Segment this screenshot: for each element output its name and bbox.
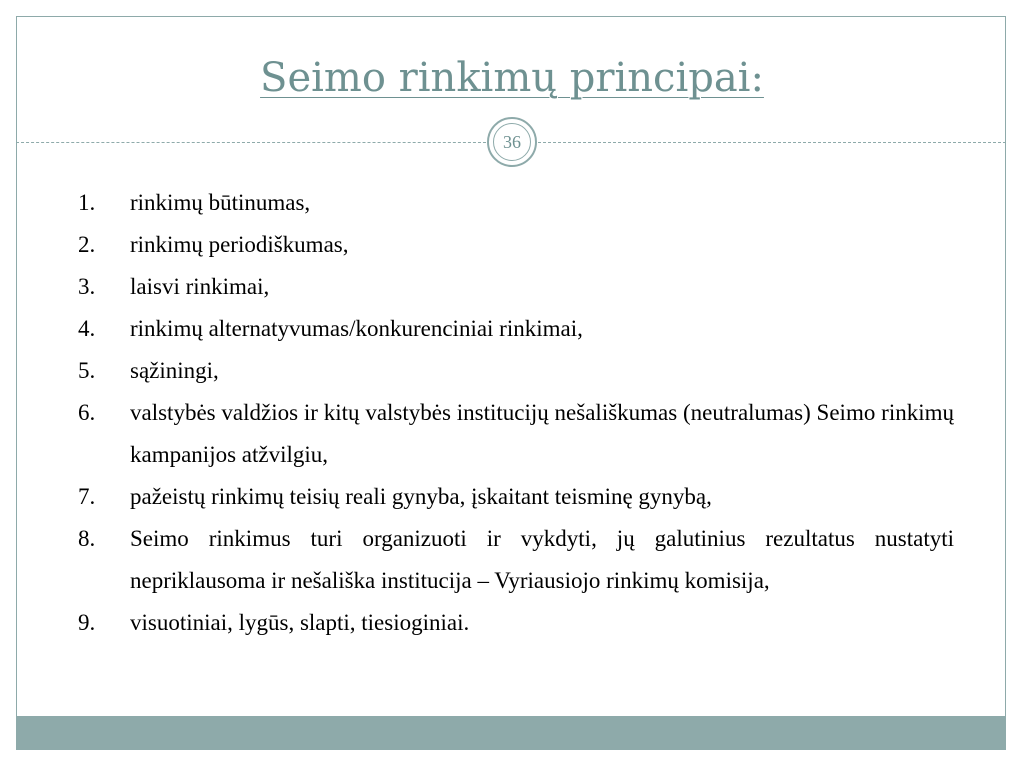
list-item-text: rinkimų alternatyvumas/konkurenciniai rinkimai, xyxy=(130,316,583,341)
list-item-number: 7. xyxy=(78,484,96,509)
list-item-number: 3. xyxy=(78,274,96,299)
list-item-text: valstybės valdžios ir kitų valstybės institucijų nešališkumas (neutralumas) Seimo rinkimų kampanijos atžvilgiu, xyxy=(130,400,954,467)
list-item xyxy=(78,350,954,392)
slide-title: Seimo rinkimų principai: xyxy=(260,55,764,101)
list-item xyxy=(78,476,954,518)
list-item xyxy=(78,518,954,602)
list-item-number: 4. xyxy=(78,316,96,341)
list-item xyxy=(78,602,954,644)
list-item-text: rinkimų būtinumas, xyxy=(130,190,311,215)
list-item-text: laisvi rinkimai, xyxy=(130,274,270,299)
list-item xyxy=(78,224,954,266)
list-item xyxy=(78,308,954,350)
list-item xyxy=(78,266,954,308)
list-item xyxy=(78,182,954,224)
footer-bar xyxy=(16,716,1006,750)
list-item-text: sąžiningi, xyxy=(130,358,219,383)
list-item-text: visuotiniai, lygūs, slapti, tiesioginiai. xyxy=(130,610,470,635)
list-item-number: 5. xyxy=(78,358,96,383)
page-number: 36 xyxy=(493,123,531,161)
list-item-number: 1. xyxy=(78,190,96,215)
list-item-number: 9. xyxy=(78,610,96,635)
title-divider-right xyxy=(538,142,1006,143)
list-item xyxy=(78,392,954,476)
page-number-badge xyxy=(487,117,537,167)
list-item-text: pažeistų rinkimų teisių reali gynyba, įskaitant teisminę gynybą, xyxy=(130,484,712,509)
list-item-number: 2. xyxy=(78,232,96,257)
title-divider-left xyxy=(16,142,486,143)
principles-list xyxy=(78,182,954,644)
list-item-text: rinkimų periodiškumas, xyxy=(130,232,349,257)
list-item-number: 6. xyxy=(78,400,96,425)
list-item-text: Seimo rinkimus turi organizuoti ir vykdyti, jų galutinius rezultatus nustatyti nepriklausoma ir nešališka institucija – Vyriausiojo rinkimų komisija, xyxy=(130,526,954,593)
list-item-number: 8. xyxy=(78,526,96,551)
